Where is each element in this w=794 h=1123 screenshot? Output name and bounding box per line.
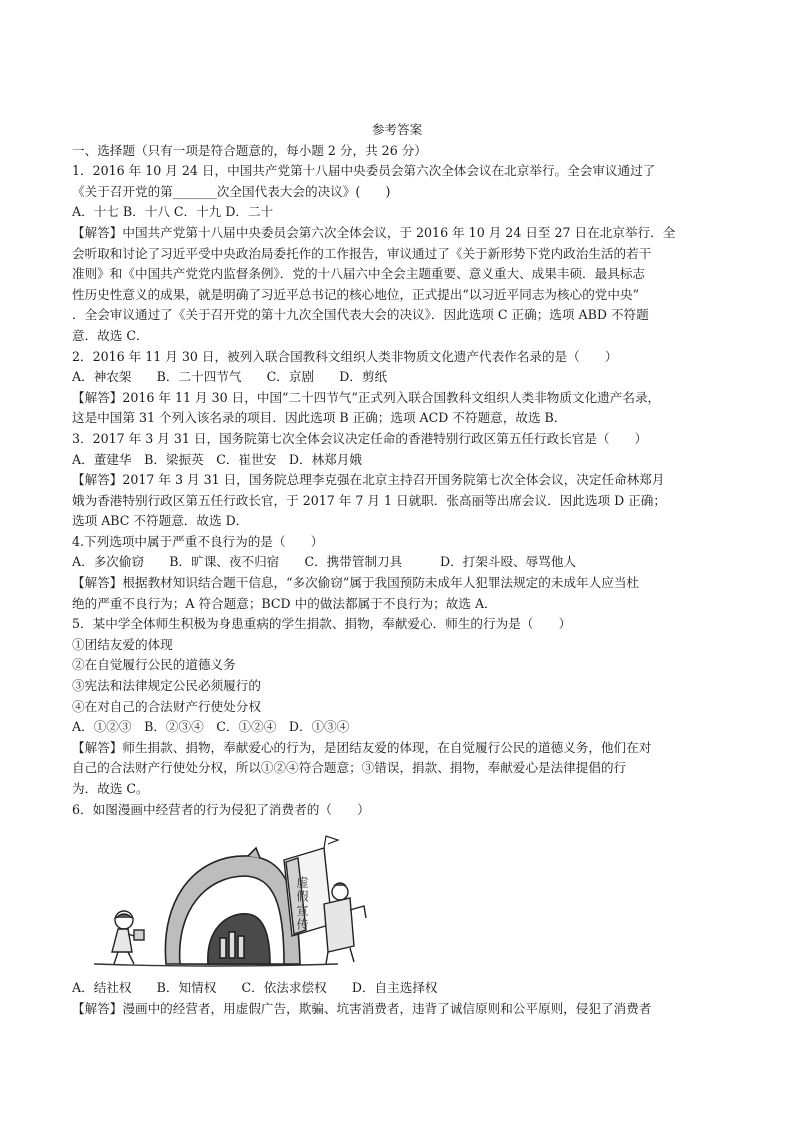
- question-stem-line: 《关于召开党的第_______次全国代表大会的决议》( ): [72, 183, 391, 199]
- analysis-line: ．全会审议通过了《关于召开党的第十九次全国代表大会的决议》．因此选项 C 正确；选项 ABD 不符题: [72, 307, 649, 323]
- statement-item: ③宪法和法律规定公民必须履行的: [72, 678, 261, 694]
- question-3: [72, 429, 722, 532]
- analysis-line: 这是中国第 31 个列入该名录的项目．因此选项 B 正确；选项 ACD 不符题意，故选 B．: [72, 410, 567, 426]
- question-1: [72, 161, 722, 346]
- consumer-figure: [112, 911, 144, 964]
- analysis-line: 【解答】根据教材知识结合题干信息，“多次偷窃”属于我国预防未成年人犯罪法规定的未成年人应当杜: [72, 575, 640, 591]
- statement-item: ②在自觉履行公民的道德义务: [72, 657, 236, 673]
- signboard-text: 虚假宣传: [295, 876, 309, 933]
- analysis-line: 准则》和《中国共产党党内监督条例》．党的十八届六中全会主题重要、意义重大、成果丰硕．最具标志: [72, 266, 646, 282]
- analysis-line: 娥为香港特别行政区第五任行政长官，于 2017 年 7 月 1 日就职．张高丽等出席会议．因此选项 D 正确；: [72, 492, 666, 508]
- question-stem-line: 3．2017 年 3 月 31 日，国务院第七次全体会议决定任命的香港特别行政区第五任行政长官是（ ）: [72, 430, 648, 446]
- question-4: [72, 532, 722, 614]
- question-2: [72, 347, 722, 429]
- question-options: A．董建华 B．梁振英 C．崔世安 D．林郑月娥: [72, 451, 362, 467]
- question-options: A．结社权 B．知情权 C．依法求偿权 D．自主选择权: [72, 980, 438, 996]
- question-stem-line: 4.下列选项中属于严重不良行为的是（ ）: [72, 533, 324, 549]
- analysis-line: 性历史性意义的成果，就是明确了习近平总书记的核心地位，正式提出“以习近平同志为核心的党中央”: [72, 286, 640, 302]
- question-stem-line: 6．如图漫画中经营者的行为侵犯了消费者的（ ）: [72, 801, 370, 817]
- statement-item: ④在对自己的合法财产行使处分权: [72, 698, 261, 714]
- question-stem-line: 2．2016 年 11 月 30 日，被列入联合国教科文组织人类非物质文化遗产代表作名录的是（ ）: [72, 348, 618, 364]
- analysis-line: 【解答】师生捐款、捐物，奉献爱心的行为，是团结友爱的体现，在自觉履行公民的道德义务，他们在对: [72, 739, 652, 755]
- analysis-line: 【解答】漫画中的经营者，用虚假广告，欺骗、坑害消费者，违背了诚信原则和公平原则，侵犯了消费者: [72, 1000, 652, 1016]
- page-title: 参考答案: [371, 122, 423, 137]
- analysis-line: 选项 ABC 不符题意．故选 D．: [72, 513, 249, 529]
- analysis-line: 【解答】中国共产党第十八届中央委员会第六次全体会议，于 2016 年 10 月 24 日至 27 日在北京举行．全: [72, 224, 676, 240]
- section-heading: 一、选择题（只有一项是符合题意的，每小题 2 分，共 26 分）: [72, 142, 427, 158]
- statement-item: ①团结友爱的体现: [72, 636, 173, 652]
- analysis-line: 意．故选 C．: [72, 327, 149, 343]
- answer-page: [72, 120, 722, 1019]
- analysis-line: 为．故选 C。: [72, 781, 149, 796]
- shell-structure: [165, 848, 300, 964]
- question-6: [72, 800, 722, 1020]
- question-options: A．十七 B．十八 C．十九 D．二十: [72, 204, 274, 220]
- question-5: [72, 614, 722, 799]
- cartoon-drawing: [88, 826, 428, 974]
- question-options: A．多次偷窃 B．旷课、夜不归宿 C．携带管制刀具 D．打架斗殴、辱骂他人: [72, 554, 577, 570]
- analysis-line: 会听取和讨论了习近平受中央政治局委托作的工作报告，审议通过了《关于新形势下党内政治生活的若干: [72, 245, 652, 261]
- question-stem-line: 1．2016 年 10 月 24 日，中国共产党第十八届中央委员会第六次全体会议在北京举行。全会审议通过了: [72, 163, 656, 179]
- question-options: A．神农架 B．二十四节气 C．京剧 D．剪纸: [72, 369, 388, 385]
- question-stem-line: 5．某中学全体师生积极为身患重病的学生捐款、捐物，奉献爱心．师生的行为是（ ）: [72, 616, 572, 632]
- question-options: A．①②③ B．②③④ C．①②④ D．①③④: [72, 719, 350, 735]
- analysis-line: 【解答】2017 年 3 月 31 日，国务院总理李克强在北京主持召开国务院第七次全体会议，决定任命林郑月: [72, 472, 665, 488]
- cartoon-illustration: [88, 826, 428, 974]
- analysis-line: 【解答】2016 年 11 月 30 日，中国“二十四节气”正式列入联合国教科文组织人类非物质文化遗产名录，: [72, 389, 661, 405]
- analysis-line: 自己的合法财产行使处分权，所以①②④符合题意；③错误，捐款、捐物，奉献爱心是法律提倡的行: [72, 760, 627, 776]
- merchant-figure: [324, 883, 366, 964]
- analysis-line: 绝的严重不良行为；A 符合题意；BCD 中的做法都属于不良行为；故选 A．: [72, 595, 497, 611]
